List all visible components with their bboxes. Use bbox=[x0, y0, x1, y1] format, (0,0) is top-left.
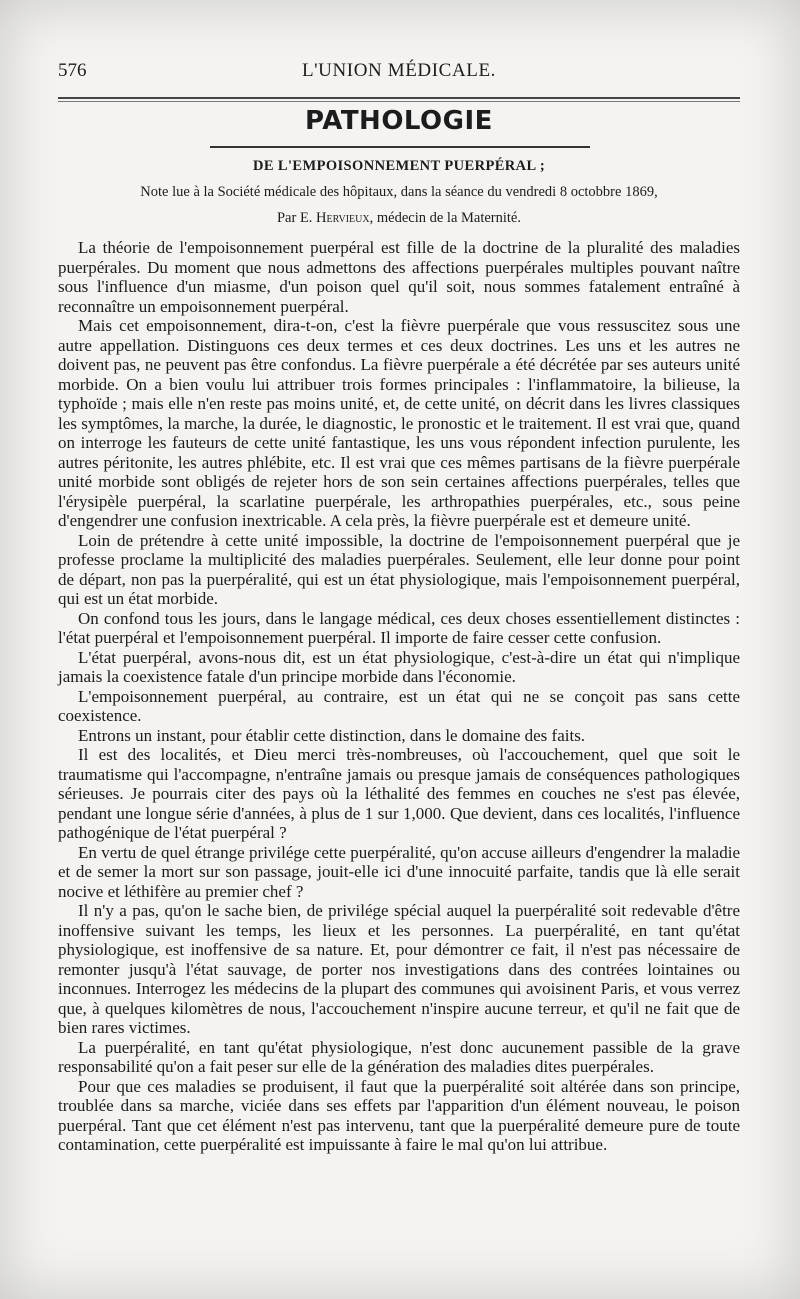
paragraph: L'état puerpéral, avons-nous dit, est un état physiologique, c'est-à-dire un état qui n'implique jamais la coexistence fatale d'un principe morbide dans l'économie. bbox=[58, 647, 740, 686]
article-body bbox=[58, 238, 740, 1155]
paragraph: On confond tous les jours, dans le langage médical, ces deux choses essentiellement distinctes : l'état puerpéral et l'empoisonnement puerpéral. Il importe de faire cesser cette confusion. bbox=[58, 608, 740, 647]
author-prefix: Par E. bbox=[276, 210, 313, 226]
section-rule bbox=[210, 146, 590, 148]
running-head bbox=[58, 60, 740, 90]
paragraph: L'empoisonnement puerpéral, au contraire, est un état qui ne se conçoit pas sans cette coexistence. bbox=[58, 686, 740, 725]
header-rule-thin bbox=[58, 101, 740, 102]
paragraph: Il n'y a pas, qu'on le sache bien, de privilége spécial auquel la puerpéralité soit redevable d'être inoffensive suivant les temps, les lieux et les personnes. La puerpéralité, en tant qu'état physiologique, est inoffensive de sa nature. Et, pour démontrer ce fait, il n'est pas nécessaire de remonter jusqu'à l'état sauvage, de porter nos investigations dans des contrées lointaines ou inconnues. Interrogez les médecins de la plupart des communes qui avoisinent Paris, et vous verrez que, à quelques kilomètres de nous, l'accouchement n'inspire aucune terreur, et qu'il ne fait que de bien rares victimes. bbox=[58, 901, 740, 1037]
section-title: PATHOLOGIE bbox=[305, 106, 493, 136]
paragraph: Loin de prétendre à cette unité impossible, la doctrine de l'empoisonnement puerpéral que je professe proclame la multiplicité des maladies puerpérales. Seulement, elle leur donne pour point de départ, non pas la puerpéralité, qui est un état physiologique, mais l'empoisonnement puerpéral, qui est un état morbide. bbox=[58, 530, 740, 608]
paragraph: La théorie de l'empoisonnement puerpéral est fille de la doctrine de la pluralité des maladies puerpérales. Du moment que nous admettons des affections puerpérales multiples pouvant naître sous l'influence d'un miasme, d'un poison quel qu'il soit, nous sommes fatalement entraîné à reconnaître un empoisonnement puerpéral. bbox=[58, 238, 740, 316]
article-title: DE L'EMPOISONNEMENT PUERPÉRAL ; bbox=[252, 158, 546, 174]
paragraph: La puerpéralité, en tant qu'état physiologique, n'est donc aucunement passible de la grave responsabilité qu'on a fait peser sur elle de la génération des maladies dites puerpérales. bbox=[58, 1037, 740, 1076]
paragraph: Pour que ces maladies se produisent, il faut que la puerpéralité soit altérée dans son principe, troublée dans sa marche, viciée dans ses effets par l'apparition d'un élément nouveau, le poison puerpéral. Tant que cet élément n'est pas intervenu, tant que la puerpéralité demeure pure de toute contamination, cette puerpéralité est impuissante à faire le mal qu'on lui attribue. bbox=[58, 1076, 740, 1154]
author-line bbox=[58, 210, 740, 227]
header-rule bbox=[58, 97, 740, 99]
article-note: Note lue à la Société médicale des hôpitaux, dans la séance du vendredi 8 octobbre 1869, bbox=[140, 184, 658, 200]
paragraph: Il est des localités, et Dieu merci très-nombreuses, où l'accouchement, quel que soit le traumatisme qui l'accompagne, n'entraîne jamais ou presque jamais de conséquences pathologiques sérieuses. Je pourrais citer des pays où la léthalité des femmes en couches ne s'est pas élevée, pendant une longue série d'années, à plus de 1 sur 1,000. Que devient, dans ces localités, l'influence pathogénique de l'état puerpéral ? bbox=[58, 745, 740, 842]
paragraph: Entrons un instant, pour établir cette distinction, dans le domaine des faits. bbox=[78, 725, 586, 745]
paragraph: Mais cet empoisonnement, dira-t-on, c'est la fièvre puerpérale que vous ressuscitez sous une autre appellation. Distinguons ces deux termes et ces deux doctrines. Les uns et les autres ne doivent pas, ne peuvent pas être confondus. La fièvre puerpérale a été décrétée par ses auteurs unité morbide. On a bien voulu lui attribuer trois formes principales : l'inflammatoire, la bilieuse, la typhoïde ; mais elle n'en reste pas moins unité, et, de cette unité, on décrit dans les livres classiques les symptômes, la marche, la durée, le diagnostic, le pronostic et le traitement. Il est vrai que, quand on interroge les fauteurs de cette unité fantastique, les uns vous répondent infection purulente, les autres péritonite, les autres phlébite, etc. Il est vrai que ces mêmes partisans de la fièvre puerpérale unité morbide sont obligés de rejeter hors de son sein certaines affections puerpérales, telles que l'érysipèle puerpéral, la scarlatine puerpérale, les arthropathies puerpérales, etc., sous peine d'engendrer une confusion inextricable. A cela près, la fièvre puerpérale est et demeure unité. bbox=[58, 316, 740, 530]
paragraph: En vertu de quel étrange privilége cette puerpéralité, qu'on accuse ailleurs d'engendrer la maladie et de semer la mort sur son passage, jouit-elle ici d'une innocuité parfaite, tandis que là elle serait nocive et léthifère au premier chef ? bbox=[58, 842, 740, 901]
author-name: Hervieux bbox=[316, 210, 370, 226]
page-number: 576 bbox=[58, 60, 87, 81]
author-suffix: , médecin de la Maternité. bbox=[369, 210, 521, 226]
journal-title: L'UNION MÉDICALE. bbox=[301, 60, 497, 81]
